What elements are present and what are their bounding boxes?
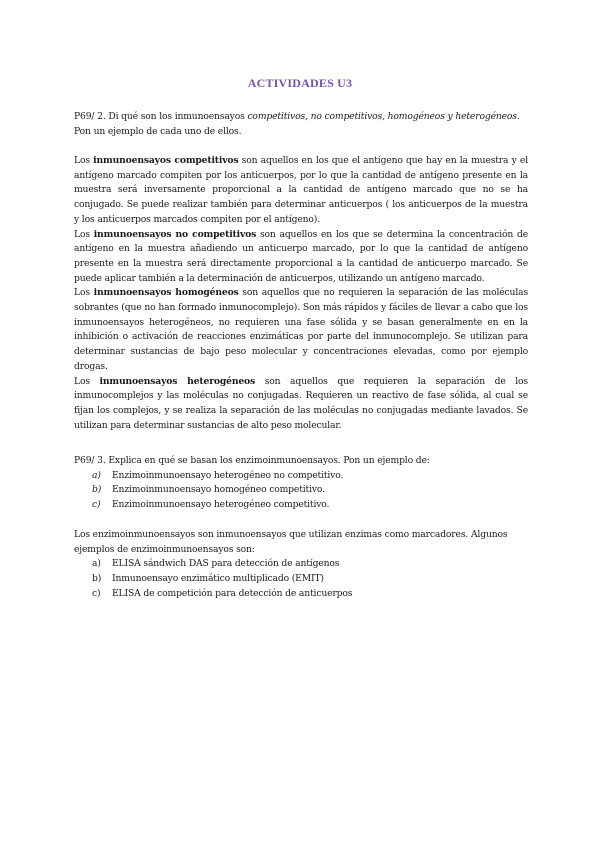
question-2-text: P69/ 3. Explica en qué se basan los enzimoinmunoensayos. Pon un ejemplo de: — [74, 455, 430, 466]
list-item-text: ELISA sándwich DAS para detección de antígenos — [112, 558, 340, 570]
question-1-suffix: . Pon un ejemplo de cada uno de ellos. — [74, 111, 520, 137]
term-no-competitivos: inmunoensayos no competitivos — [93, 228, 257, 240]
list-item-text: Enzimoinmunoensayo heterogéneo no competitivo. — [112, 469, 344, 481]
list-item — [74, 587, 528, 602]
page-title: ACTIVIDADES U3 — [247, 76, 353, 90]
paragraph-prefix: Los — [74, 155, 94, 166]
paragraph-text: son aquellos en los que se determina la concentración de antígeno en la muestra añadiendo un anticuerpo marcado, por lo que la cantidad de antígeno presente en la muestra será directamente proporcional a la cantidad de anticuerpo marcado. Se puede aplicar también a la determinación de anticuerpos, utilizando un antígeno marcado. — [74, 228, 528, 284]
list-item-text: Enzimoinmunoensayo homogéneo competitivo. — [112, 484, 325, 496]
list-item-text: Inmunoensayo enzimático multiplicado (EMIT) — [112, 573, 324, 585]
question-1-prefix: P69/ 2. Di qué son los inmunoensayos — [74, 111, 248, 122]
list-item-text: Enzimoinmunoensayo heterogéneo competitivo. — [112, 499, 330, 511]
term-competitivos: inmunoensayos competitivos — [93, 155, 239, 166]
list-marker: a) — [92, 558, 101, 570]
term-heterogeneos: inmunoensayos heterogéneos — [99, 375, 256, 387]
answer-1-paragraph-competitivos — [74, 154, 528, 228]
answer-1-paragraph-no-competitivos — [74, 228, 528, 287]
paragraph-text: son aquellos que no requieren la separación de las moléculas sobrantes (que no han formado inmunocomplejo). Son más rápidos y fáciles de llevar a cabo que los inmunoensayos heterogéneos, no requieren una fase sólida y se basan generalmente en en la inhibición o activación de reacciones enzimáticas por parte del inmunocomplejo. Se utilizan para determinar sustancias de bajo peso molecular y concentraciones elevadas, como por ejemplo drogas. — [74, 287, 529, 372]
answer-1-paragraph-heterogeneos — [74, 375, 528, 434]
question-2-list — [74, 469, 528, 513]
question-1 — [74, 110, 528, 139]
list-marker: b) — [92, 484, 102, 496]
list-item — [74, 557, 528, 572]
paragraph-text: son aquellos que requieren la separación de los inmunocomplejos y las moléculas no conjugadas. Requieren un reactivo de fase sólida, al cual se fijan los complejos, y se realiza la separación de las moléculas no conjugadas mediante lavados. Se utilizan para determinar sustancias de alto peso molecular. — [74, 375, 528, 431]
list-item — [74, 572, 528, 587]
list-marker: a) — [92, 469, 101, 481]
list-marker: c) — [92, 499, 101, 511]
list-item — [74, 469, 528, 484]
list-item — [74, 483, 528, 498]
question-2 — [74, 454, 528, 513]
list-marker: c) — [92, 587, 101, 599]
list-item — [74, 498, 528, 513]
paragraph-prefix: Los — [74, 375, 100, 387]
paragraph-text: son aquellos en los que el antígeno que hay en la muestra y el antígeno marcado compiten por los anticuerpos, por lo que la cantidad de antígeno presente en la muestra será inversamente proporcional a la cantidad de antígeno marcado que no se ha conjugado. Se puede realizar también para determinar anticuerpos ( los anticuerpos de la muestra y los anticuerpos marcados compiten por el antígeno). — [74, 155, 528, 225]
answer-1 — [74, 154, 528, 433]
answer-2-list — [74, 557, 528, 601]
list-marker: b) — [92, 573, 102, 585]
list-item-text: ELISA de competición para detección de anticuerpos — [112, 587, 353, 599]
term-homogeneos: inmunoensayos homogéneos — [93, 287, 239, 299]
paragraph-prefix: Los — [74, 287, 94, 299]
answer-2 — [74, 528, 528, 602]
answer-1-paragraph-homogeneos — [74, 286, 528, 374]
question-1-text — [74, 110, 528, 139]
question-1-italic: competitivos, no competitivos, homogéneos y heterogéneos — [247, 111, 517, 122]
paragraph-prefix: Los — [74, 228, 94, 240]
answer-2-intro: Los enzimoinmunoensayos son inmunoensayos que utilizan enzimas como marcadores. Algunos ejemplos de enzimoinmunoensayos son: — [74, 529, 508, 555]
